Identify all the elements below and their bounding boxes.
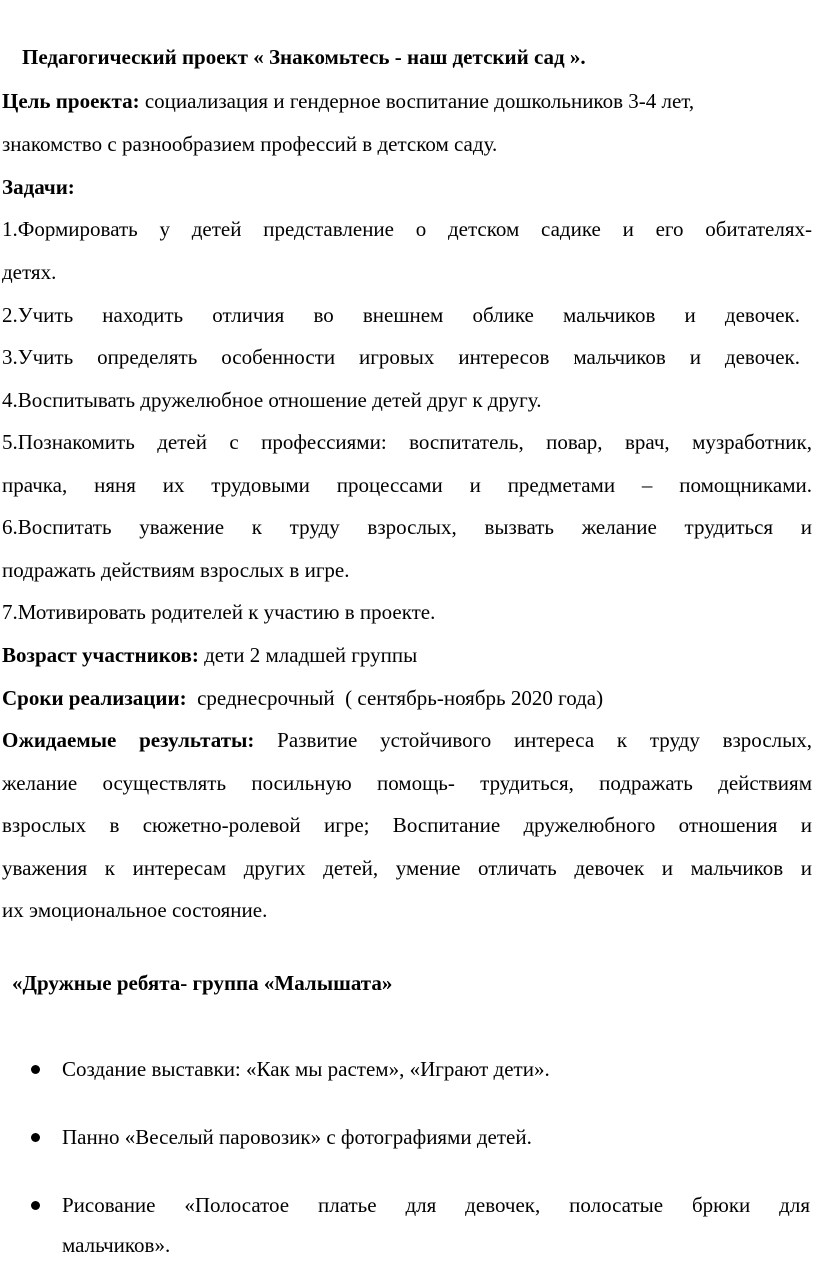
task-line: 4.Воспитывать дружелюбное отношение детей друг к другу.: [2, 388, 542, 412]
tasks-label: Задачи:: [2, 175, 75, 199]
task-line: прачка, няня их трудовыми процессами и предметами – помощниками.: [2, 473, 812, 497]
goal-line-2: знакомство с разнообразием профессий в детском саду.: [2, 132, 498, 156]
age-label: Возраст участников:: [2, 643, 199, 667]
age-line: [2, 642, 417, 668]
terms-value: среднесрочный ( сентябрь-ноябрь 2020 года): [186, 686, 604, 710]
list-item-text: Панно «Веселый паровозик» с фотографиями детей.: [62, 1125, 532, 1149]
bullet-icon: [31, 1065, 40, 1074]
bullet-icon: [31, 1201, 40, 1210]
bullet-icon: [31, 1133, 40, 1142]
list-item-text: Рисование «Полосатое платье для девочек, полосатые брюки для: [62, 1193, 810, 1217]
document-title: Педагогический проект « Знакомьтесь - наш детский сад ».: [22, 45, 586, 69]
age-value: дети 2 младшей группы: [198, 643, 418, 667]
section-title: «Дружные ребята- группа «Малышата»: [12, 971, 393, 995]
results-line-1: [2, 727, 812, 753]
task-line: 2.Учить находить отличия во внешнем облике мальчиков и девочек.: [2, 303, 800, 327]
results-line-3: взрослых в сюжетно-ролевой игре; Воспитание дружелюбного отношения и: [2, 813, 812, 837]
task-line: 6.Воспитать уважение к труду взрослых, вызвать желание трудиться и: [2, 515, 812, 539]
results-line-4: уважения к интересам других детей, умение отличать девочек и мальчиков и: [2, 856, 812, 880]
goal-line-1: [2, 88, 694, 114]
list-item-text-continued: мальчиков».: [62, 1233, 171, 1257]
task-line: детях.: [2, 260, 57, 284]
task-line: 3.Учить определять особенности игровых интересов мальчиков и девочек.: [2, 345, 800, 369]
goal-text-1: социализация и гендерное воспитание дошкольников 3-4 лет,: [139, 89, 695, 113]
task-line: 5.Познакомить детей с профессиями: воспитатель, повар, врач, музработник,: [2, 430, 812, 454]
terms-label: Сроки реализации:: [2, 686, 187, 710]
task-line: 1.Формировать у детей представление о детском садике и его обитателях-: [2, 217, 812, 241]
terms-line: [2, 685, 603, 711]
results-line-5: их эмоциональное состояние.: [2, 898, 268, 922]
task-line: подражать действиям взрослых в игре.: [2, 558, 350, 582]
list-item-text: Создание выставки: «Как мы растем», «Играют дети».: [62, 1057, 550, 1081]
results-label: Ожидаемые результаты:: [2, 728, 255, 752]
goal-label: Цель проекта:: [2, 89, 140, 113]
results-text-1: Развитие устойчивого интереса к труду взрослых,: [254, 728, 812, 752]
task-line: 7.Мотивировать родителей к участию в проекте.: [2, 600, 436, 624]
results-line-2: желание осуществлять посильную помощь- трудиться, подражать действиям: [2, 771, 812, 795]
